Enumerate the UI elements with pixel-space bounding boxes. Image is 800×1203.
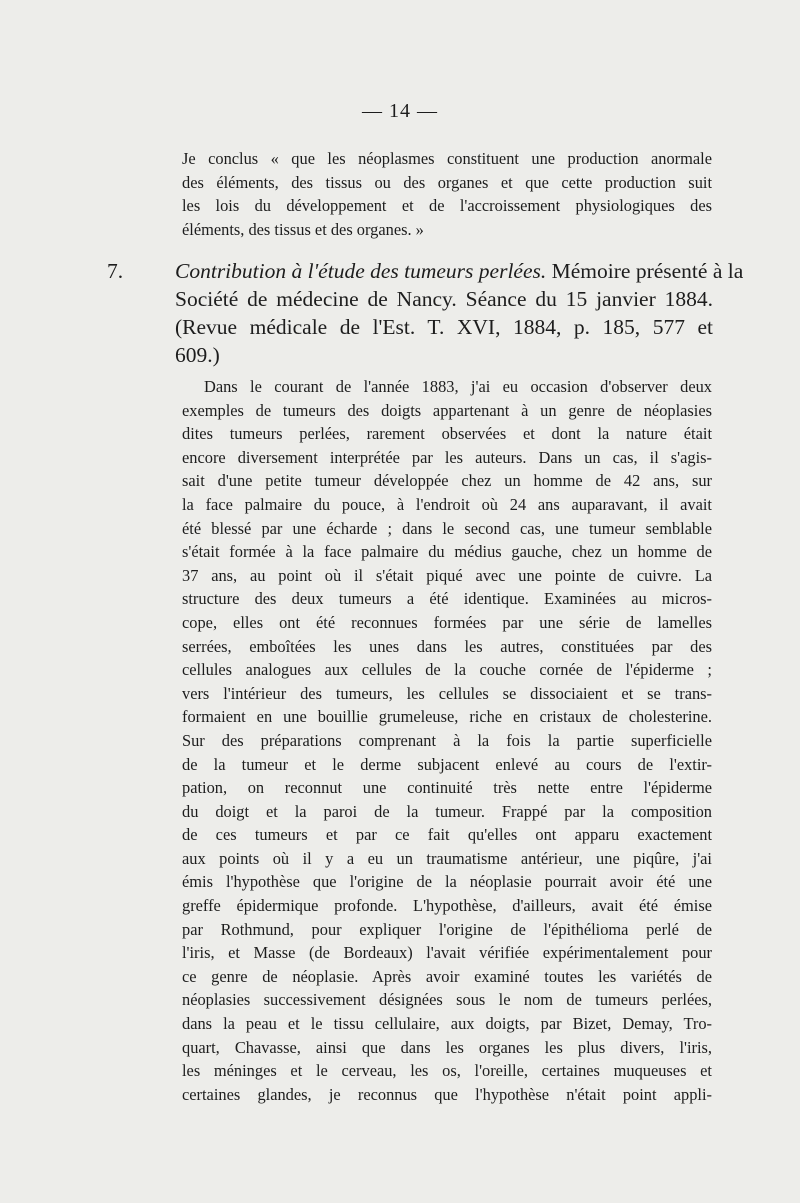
entry-line-4: 609.) <box>175 343 220 367</box>
paragraph-line: encore diversement interprétée par les auteurs. Dans un cas, il s'agis- <box>182 447 712 467</box>
paragraph-line: cellules analogues aux cellules de la couche cornée de l'épiderme ; <box>182 660 712 680</box>
paragraph-line: néoplasies successivement désignées sous le nom de tumeurs perlées, <box>182 990 712 1010</box>
paragraph-line: formaient en une bouillie grumeleuse, riche en cristaux de cholesterine. <box>182 707 712 727</box>
paragraph-line: exemples de tumeurs des doigts appartenant à un genre de néoplasies <box>182 400 712 420</box>
entry-line-1 <box>175 257 744 285</box>
paragraph-line: Dans le courant de l'année 1883, j'ai eu occasion d'observer deux <box>204 377 712 396</box>
paragraph-line: serrées, emboîtées les unes dans les autres, constituées par des <box>182 636 712 656</box>
quote-line: Je conclus « que les néoplasmes constituent une production anormale <box>182 149 712 168</box>
paragraph-line: dans la peau et le tissu cellulaire, aux doigts, par Bizet, Demay, Tro- <box>182 1014 712 1034</box>
paragraph-line: ce genre de néoplasie. Après avoir examiné toutes les variétés de <box>182 966 712 986</box>
paragraph-line: été blessé par une écharde ; dans le second cas, une tumeur semblable <box>182 518 712 538</box>
entry-line-2: Société de médecine de Nancy. Séance du 15 janvier 1884. <box>175 287 713 311</box>
paragraph-line: pation, on reconnut une continuité très nette entre l'épiderme <box>182 778 712 798</box>
paragraph-line: s'était formée à la face palmaire du médius gauche, chez un homme de <box>182 542 712 562</box>
body-paragraph <box>182 375 712 1106</box>
paragraph-line: du doigt et la paroi de la tumeur. Frappé par la composition <box>182 801 712 821</box>
paragraph-line: aux points où il y a eu un traumatisme antérieur, une piqûre, j'ai <box>182 848 712 868</box>
paragraph-line: de ces tumeurs et par ce fait qu'elles ont apparu exactement <box>182 825 712 845</box>
paragraph-line: quart, Chavasse, ainsi que dans les organes les plus divers, l'iris, <box>182 1037 712 1057</box>
paragraph-line: l'iris, et Masse (de Bordeaux) l'avait vérifiée expérimentalement pour <box>182 943 712 963</box>
quote-paragraph <box>182 147 712 242</box>
paragraph-line: dites tumeurs perlées, rarement observées et dont la nature était <box>182 424 712 444</box>
quote-line: les lois du développement et de l'accroissement physiologiques des <box>182 196 712 216</box>
entry-body <box>175 257 744 369</box>
entry-number: 7. <box>107 259 124 283</box>
paragraph-line: sait d'une petite tumeur développée chez un homme de 42 ans, sur <box>182 471 712 491</box>
entry-subtitle: Mémoire présenté à la <box>546 259 744 283</box>
paragraph-line: greffe épidermique profonde. L'hypothèse, d'ailleurs, avait été émise <box>182 896 712 916</box>
paragraph-line: structure des deux tumeurs a été identique. Examinées au micros- <box>182 589 712 609</box>
entry-line-3: (Revue médicale de l'Est. T. XVI, 1884, p. 185, 577 et <box>175 315 713 339</box>
paragraph-line: émis l'hypothèse que l'origine de la néoplasie pourrait avoir été une <box>182 872 712 892</box>
paragraph-line: les méninges et le cerveau, les os, l'oreille, certaines muqueuses et <box>182 1061 712 1081</box>
paragraph-line: cope, elles ont été reconnues formées par une série de lamelles <box>182 612 712 632</box>
entry-title: Contribution à l'étude des tumeurs perlées. <box>175 259 547 283</box>
paragraph-line: de la tumeur et le derme subjacent enlevé au cours de l'extir- <box>182 754 712 774</box>
paragraph-line: certaines glandes, je reconnus que l'hypothèse n'était point appli- <box>182 1084 712 1104</box>
paragraph-line: 37 ans, au point où il s'était piqué avec une pointe de cuivre. La <box>182 565 712 585</box>
quote-line: des éléments, des tissus ou des organes et que cette production suit <box>182 172 712 192</box>
paragraph-line: Sur des préparations comprenant à la fois la partie superficielle <box>182 730 712 750</box>
quote-line: éléments, des tissus et des organes. » <box>182 220 424 240</box>
paragraph-line: la face palmaire du pouce, à l'endroit où 24 ans auparavant, il avait <box>182 494 712 514</box>
paragraph-line: par Rothmund, pour expliquer l'origine de l'épithélioma perlé de <box>182 919 712 939</box>
paragraph-line: vers l'intérieur des tumeurs, les cellules se dissociaient et se trans- <box>182 683 712 703</box>
page-number: — 14 — <box>362 100 438 122</box>
